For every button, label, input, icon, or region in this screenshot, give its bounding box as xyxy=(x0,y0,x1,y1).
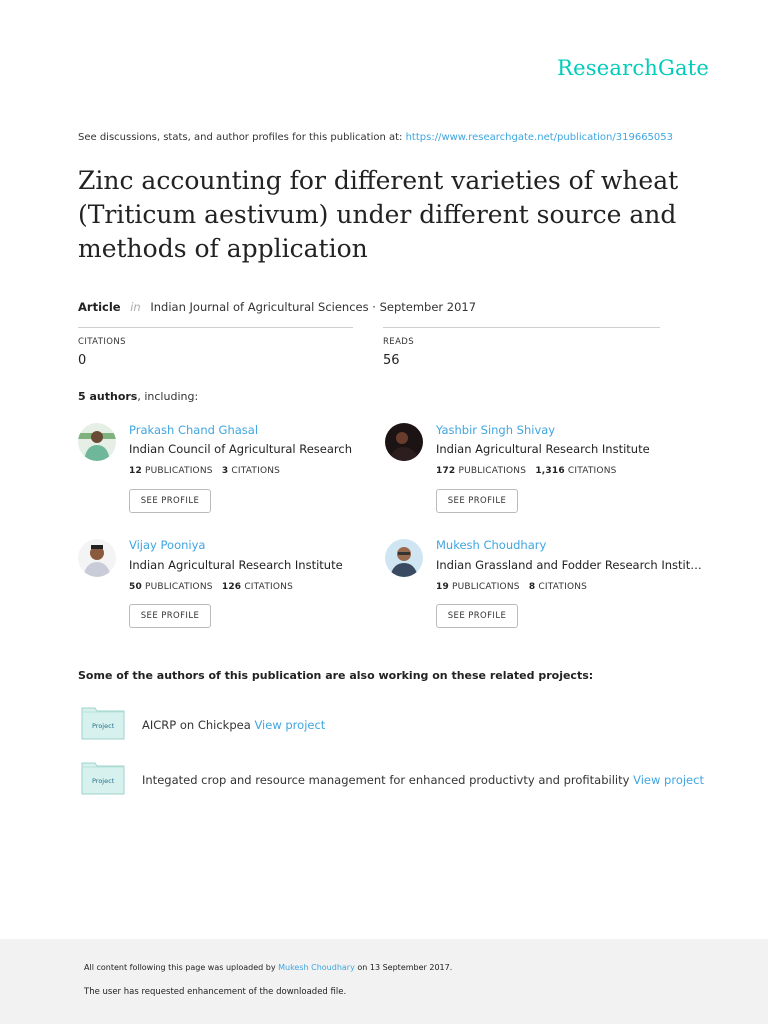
discussion-text: See discussions, stats, and author profiles for this publication at: xyxy=(78,132,403,143)
author-stats xyxy=(129,466,280,476)
publication-meta xyxy=(78,300,476,314)
project-item xyxy=(142,718,325,732)
reads-divider xyxy=(383,327,660,328)
citations-label: CITATIONS xyxy=(78,337,126,347)
author-name[interactable]: Mukesh Choudhary xyxy=(436,538,547,552)
avatar-photo-icon xyxy=(385,539,423,577)
author-institution: Indian Council of Agricultural Research xyxy=(129,442,352,456)
project-name: AICRP on Chickpea xyxy=(142,718,251,732)
author-name[interactable]: Vijay Pooniya xyxy=(129,538,206,552)
title-line-2: (Triticum aestivum) under different source and xyxy=(78,200,677,229)
journal-name: Indian Journal of Agricultural Sciences · September 2017 xyxy=(150,300,477,314)
discussion-line xyxy=(78,132,673,143)
publications-count: 12 xyxy=(129,466,142,476)
view-project-link[interactable]: View project xyxy=(254,718,326,732)
citations-label: CITATIONS xyxy=(538,582,588,592)
author-institution: Indian Agricultural Research Institute xyxy=(436,442,650,456)
publication-type: Article xyxy=(78,300,121,314)
citations-divider xyxy=(78,327,353,328)
reads-label: READS xyxy=(383,337,415,347)
title-line-1: Zinc accounting for different varieties of wheat xyxy=(78,166,679,195)
paper-title xyxy=(78,164,718,266)
publications-label: PUBLICATIONS xyxy=(145,582,213,592)
footer xyxy=(0,939,768,1024)
authors-count: 5 authors xyxy=(78,390,138,403)
author-institution: Indian Grassland and Fodder Research Instit… xyxy=(436,558,702,572)
see-profile-button[interactable]: SEE PROFILE xyxy=(436,604,518,628)
citations-count: 1,316 xyxy=(535,466,565,476)
project-name: Integated crop and resource management for enhanced productivty and profitability xyxy=(142,773,630,787)
citations-count: 3 xyxy=(221,466,229,476)
authors-heading xyxy=(78,390,198,403)
publications-label: PUBLICATIONS xyxy=(458,466,527,476)
project-folder-icon[interactable] xyxy=(81,761,125,795)
avatar-photo-icon xyxy=(78,423,116,461)
uploader-link[interactable]: Mukesh Choudhary xyxy=(278,963,355,972)
project-icon-label: Project xyxy=(92,722,115,730)
avatar-photo-icon xyxy=(385,423,423,461)
upload-prefix: All content following this page was uploaded by xyxy=(84,963,276,972)
citations-label: CITATIONS xyxy=(244,582,294,592)
author-name[interactable]: Yashbir Singh Shivay xyxy=(436,423,556,437)
author-avatar[interactable] xyxy=(78,539,116,577)
author-avatar[interactable] xyxy=(385,539,423,577)
publications-count: 50 xyxy=(129,582,142,592)
researchgate-logo[interactable]: ResearchGate xyxy=(557,56,709,80)
citations-count: 126 xyxy=(221,582,242,592)
project-icon-label: Project xyxy=(92,777,115,785)
see-profile-button[interactable]: SEE PROFILE xyxy=(129,604,211,628)
see-profile-button[interactable]: SEE PROFILE xyxy=(436,489,518,513)
citations-count: 8 xyxy=(528,582,536,592)
view-project-link[interactable]: View project xyxy=(633,773,704,787)
publication-url-link[interactable]: https://www.researchgate.net/publication/319665053 xyxy=(405,132,674,143)
reads-value: 56 xyxy=(383,353,400,368)
see-profile-button[interactable]: SEE PROFILE xyxy=(129,489,211,513)
citations-value: 0 xyxy=(78,353,87,368)
citations-label: CITATIONS xyxy=(567,466,617,476)
project-item xyxy=(142,773,704,787)
publications-label: PUBLICATIONS xyxy=(145,466,213,476)
enhancement-note: The user has requested enhancement of the downloaded file. xyxy=(84,987,347,997)
author-stats xyxy=(129,582,293,592)
upload-note xyxy=(84,963,452,972)
in-label: in xyxy=(130,300,141,314)
author-avatar[interactable] xyxy=(78,423,116,461)
publications-count: 172 xyxy=(436,466,456,476)
author-institution: Indian Agricultural Research Institute xyxy=(129,558,343,572)
citations-label: CITATIONS xyxy=(231,466,281,476)
author-stats xyxy=(436,582,587,592)
title-line-3: methods of application xyxy=(78,234,368,263)
publications-count: 19 xyxy=(436,582,449,592)
related-projects-heading: Some of the authors of this publication are also working on these related projects: xyxy=(78,669,594,682)
authors-suffix: , including: xyxy=(137,390,199,403)
avatar-photo-icon xyxy=(78,539,116,577)
publications-label: PUBLICATIONS xyxy=(452,582,520,592)
author-stats xyxy=(436,466,617,476)
project-folder-icon[interactable] xyxy=(81,706,125,740)
author-avatar[interactable] xyxy=(385,423,423,461)
author-name[interactable]: Prakash Chand Ghasal xyxy=(129,423,259,437)
upload-suffix: on 13 September 2017. xyxy=(357,963,453,972)
